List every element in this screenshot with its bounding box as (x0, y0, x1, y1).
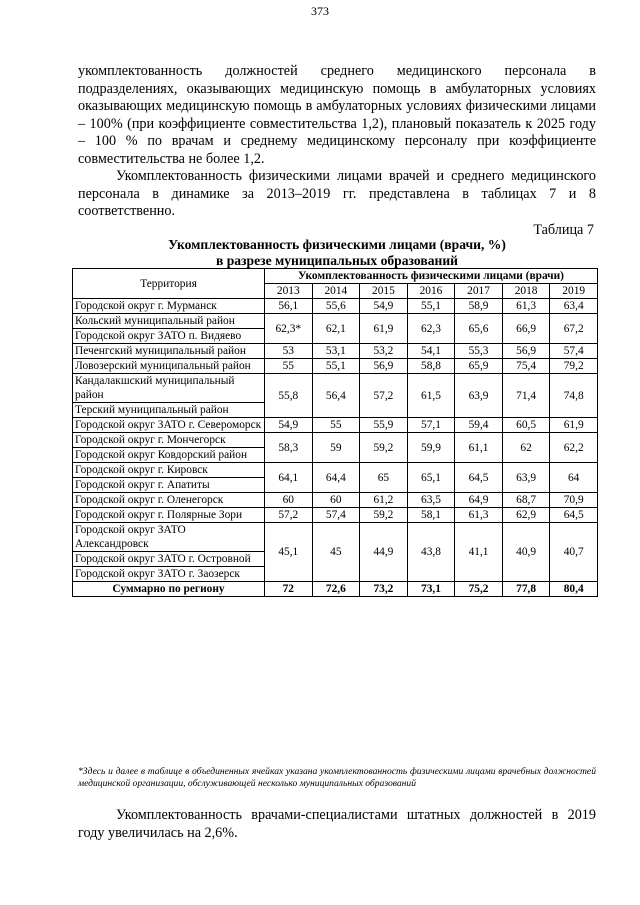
value-cell: 54,9 (265, 418, 313, 433)
value-cell: 62 (502, 433, 550, 463)
territory-cell: Городской округ г. Полярные Зори (73, 508, 265, 523)
total-value-cell: 72,6 (312, 582, 360, 597)
value-cell: 62,2 (550, 433, 598, 463)
table-row (73, 374, 598, 403)
staffing-table (72, 268, 598, 597)
value-cell: 40,7 (550, 523, 598, 582)
value-cell: 56,9 (502, 344, 550, 359)
value-cell: 55,9 (360, 418, 408, 433)
territory-cell: Печенгский муниципальный район (73, 344, 265, 359)
value-cell: 64,1 (265, 463, 313, 493)
paragraph-3: Укомплектованность врачами-специалистами штатных должностей в 2019 году увеличилась на 2,6%. (78, 807, 596, 841)
value-cell: 71,4 (502, 374, 550, 418)
value-cell: 64 (550, 463, 598, 493)
value-cell: 55 (265, 359, 313, 374)
territory-cell: Городской округ ЗАТО п. Видяево (73, 329, 265, 344)
value-cell: 57,2 (265, 508, 313, 523)
table-row (73, 523, 598, 552)
value-cell: 68,7 (502, 493, 550, 508)
table-row (73, 314, 598, 329)
value-cell: 59,2 (360, 433, 408, 463)
value-cell: 56,1 (265, 299, 313, 314)
table-row (73, 493, 598, 508)
value-cell: 58,3 (265, 433, 313, 463)
value-cell: 55,1 (312, 359, 360, 374)
value-cell: 62,1 (312, 314, 360, 344)
value-cell: 64,4 (312, 463, 360, 493)
value-cell: 53 (265, 344, 313, 359)
value-cell: 61,2 (360, 493, 408, 508)
value-cell: 79,2 (550, 359, 598, 374)
territory-cell: Ловозерский муниципальный район (73, 359, 265, 374)
territory-cell: Городской округ ЗАТО г. Североморск (73, 418, 265, 433)
table-row (73, 433, 598, 448)
territory-cell: Городской округ ЗАТО г. Островной (73, 552, 265, 567)
value-cell: 61,9 (360, 314, 408, 344)
territory-cell: Городской округ г. Оленегорск (73, 493, 265, 508)
value-cell: 41,1 (455, 523, 503, 582)
territory-header: Территория (73, 269, 265, 299)
value-cell: 55,6 (312, 299, 360, 314)
value-cell: 61,1 (455, 433, 503, 463)
value-cell: 45 (312, 523, 360, 582)
territory-cell: Городской округ Ковдорский район (73, 448, 265, 463)
value-cell: 63,4 (550, 299, 598, 314)
total-row (73, 582, 598, 597)
year-header: 2018 (502, 284, 550, 299)
value-cell: 58,8 (407, 359, 455, 374)
value-cell: 63,5 (407, 493, 455, 508)
value-cell: 53,2 (360, 344, 408, 359)
value-cell: 54,1 (407, 344, 455, 359)
value-cell: 66,9 (502, 314, 550, 344)
table-title-line-2: в разрезе муниципальных образований (215, 252, 459, 268)
territory-cell: Городской округ ЗАТО Александровск (73, 523, 265, 552)
value-cell: 64,5 (455, 463, 503, 493)
total-value-cell: 77,8 (502, 582, 550, 597)
value-cell: 61,3 (455, 508, 503, 523)
value-cell: 55,8 (265, 374, 313, 418)
value-cell: 40,9 (502, 523, 550, 582)
value-cell: 59,4 (455, 418, 503, 433)
value-cell: 57,4 (312, 508, 360, 523)
value-cell: 57,1 (407, 418, 455, 433)
territory-cell: Городской округ г. Мончегорск (73, 433, 265, 448)
total-value-cell: 73,2 (360, 582, 408, 597)
value-cell: 59 (312, 433, 360, 463)
value-cell: 62,3 (407, 314, 455, 344)
table-row (73, 463, 598, 478)
value-cell: 61,9 (550, 418, 598, 433)
value-cell: 61,5 (407, 374, 455, 418)
footnote: *Здесь и далее в таблице в объединенных ячейках указана укомплектованность физическими лицами врачебных должностей медицинской организации, обслуживающей несколько муниципальных образований (78, 766, 596, 789)
value-cell: 65,6 (455, 314, 503, 344)
table-row (73, 299, 598, 314)
territory-cell: Кольский муниципальный район (73, 314, 265, 329)
group-header: Укомплектованность физическими лицами (врачи) (265, 269, 598, 284)
value-cell: 58,1 (407, 508, 455, 523)
value-cell: 65 (360, 463, 408, 493)
year-header: 2014 (312, 284, 360, 299)
value-cell: 43,8 (407, 523, 455, 582)
value-cell: 64,9 (455, 493, 503, 508)
total-value-cell: 72 (265, 582, 313, 597)
value-cell: 60 (312, 493, 360, 508)
territory-cell: Терский муниципальный район (73, 403, 265, 418)
total-value-cell: 80,4 (550, 582, 598, 597)
value-cell: 60 (265, 493, 313, 508)
value-cell: 56,4 (312, 374, 360, 418)
table-row (73, 418, 598, 433)
table-title-line-1: Укомплектованность физическими лицами (врачи, %) (168, 237, 506, 252)
value-cell: 75,4 (502, 359, 550, 374)
territory-cell: Городской округ г. Апатиты (73, 478, 265, 493)
table-row (73, 508, 598, 523)
value-cell: 65,9 (455, 359, 503, 374)
table-row (73, 359, 598, 374)
territory-cell: Кандалакшский муниципальный район (73, 374, 265, 403)
value-cell: 59,9 (407, 433, 455, 463)
value-cell: 58,9 (455, 299, 503, 314)
value-cell: 53,1 (312, 344, 360, 359)
value-cell: 74,8 (550, 374, 598, 418)
value-cell: 67,2 (550, 314, 598, 344)
table-body (73, 299, 598, 597)
value-cell: 70,9 (550, 493, 598, 508)
year-header: 2016 (407, 284, 455, 299)
value-cell: 56,9 (360, 359, 408, 374)
year-header: 2015 (360, 284, 408, 299)
territory-cell: Городской округ г. Мурманск (73, 299, 265, 314)
value-cell: 55,1 (407, 299, 455, 314)
value-cell: 65,1 (407, 463, 455, 493)
page-number: 373 (311, 4, 329, 18)
table-row (73, 344, 598, 359)
value-cell: 60,5 (502, 418, 550, 433)
value-cell: 59,2 (360, 508, 408, 523)
value-cell: 45,1 (265, 523, 313, 582)
paragraph-1: укомплектованность должностей среднего медицинского персонала в подразделениях, оказывающих медицинскую помощь в амбулаторных условиях оказывающих медицинскую помощь в амбулаторных условиях физическими лицами – 100% (при коэффициенте совместительства 1,2), плановый показатель к 2025 году – 100 % по врачам и среднему медицинскому персоналу при коэффициенте совместительства не более 1,2. (78, 63, 596, 167)
year-header: 2013 (265, 284, 313, 299)
value-cell: 44,9 (360, 523, 408, 582)
table-title (78, 237, 596, 268)
paragraph-2: Укомплектованность физическими лицами врачей и среднего медицинского персонала в динамике за 2013–2019 гг. представлена в таблицах 7 и 8 соответственно. (78, 168, 596, 220)
value-cell: 63,9 (502, 463, 550, 493)
territory-cell: Городской округ г. Кировск (73, 463, 265, 478)
territory-cell: Городской округ ЗАТО г. Заозерск (73, 567, 265, 582)
total-value-cell: 75,2 (455, 582, 503, 597)
value-cell: 55 (312, 418, 360, 433)
year-header: 2019 (550, 284, 598, 299)
value-cell: 63,9 (455, 374, 503, 418)
value-cell: 61,3 (502, 299, 550, 314)
value-cell: 57,4 (550, 344, 598, 359)
value-cell: 62,9 (502, 508, 550, 523)
total-value-cell: 73,1 (407, 582, 455, 597)
value-cell: 64,5 (550, 508, 598, 523)
year-header: 2017 (455, 284, 503, 299)
value-cell: 62,3* (265, 314, 313, 344)
value-cell: 54,9 (360, 299, 408, 314)
value-cell: 57,2 (360, 374, 408, 418)
total-label: Суммарно по региону (73, 582, 265, 597)
table-label: Таблица 7 (533, 222, 594, 238)
value-cell: 55,3 (455, 344, 503, 359)
